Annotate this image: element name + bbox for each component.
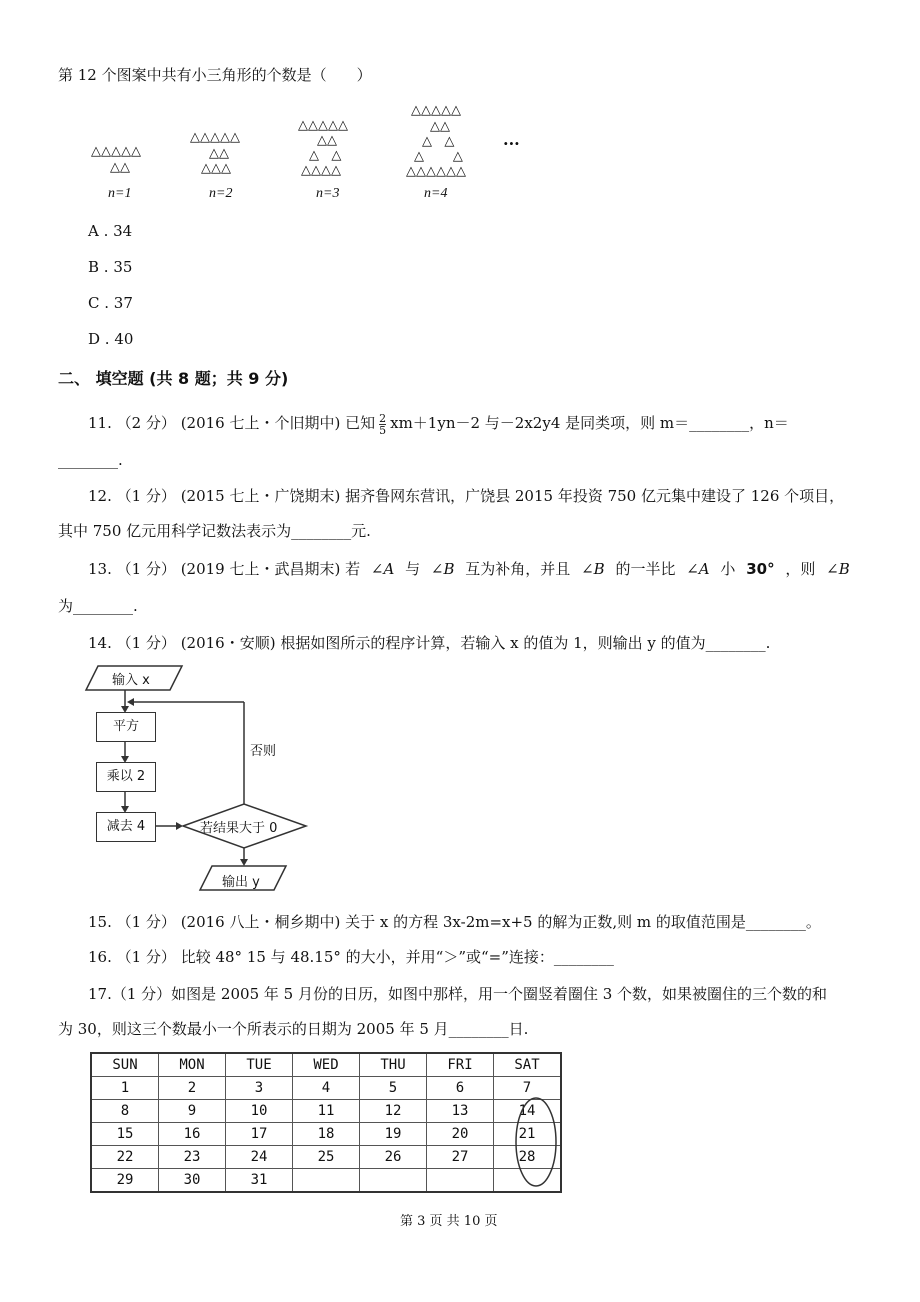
pattern-2-row-3: △△△ bbox=[201, 161, 231, 176]
calendar-cell: 12 bbox=[360, 1100, 427, 1123]
choice-d: D . 40 bbox=[88, 330, 134, 348]
question-text: 第 12 个图案中共有小三角形的个数是（ ） bbox=[58, 66, 372, 84]
pattern-4-row-2: △△ bbox=[430, 119, 450, 134]
calendar-cell: 2 bbox=[159, 1077, 226, 1100]
calendar-cell: 14 bbox=[494, 1100, 562, 1123]
calendar-header: SUN bbox=[91, 1053, 159, 1077]
flow-square-box bbox=[96, 712, 156, 742]
flow-times2-label: 乘以 2 bbox=[106, 769, 146, 784]
calendar-cell: 22 bbox=[91, 1146, 159, 1169]
fraction-numerator: 2 bbox=[379, 411, 387, 425]
calendar-cell: 16 bbox=[159, 1123, 226, 1146]
q13-text: 13. （1 分） (2019 七上・武昌期末) 若 bbox=[88, 560, 361, 578]
question-12: 12. （1 分） (2015 七上・广饶期末) 据齐鲁网东营讯，广饶县 2015 年投资 750 亿元集中建设了 126 个项目， bbox=[88, 487, 845, 505]
flow-minus4-label: 减去 4 bbox=[106, 819, 146, 834]
calendar-cell: 8 bbox=[91, 1100, 159, 1123]
calendar-cell: 4 bbox=[293, 1077, 360, 1100]
pattern-label-4: n=4 bbox=[424, 186, 448, 201]
calendar-cell: 30 bbox=[159, 1169, 226, 1193]
calendar-header: THU bbox=[360, 1053, 427, 1077]
question-17-line-2: 为 30，则这三个数最小一个所表示的日期为 2005 年 5 月________日. bbox=[58, 1020, 529, 1038]
calendar-header: FRI bbox=[427, 1053, 494, 1077]
question-13-line-2: 为________. bbox=[58, 597, 138, 615]
pattern-label-2: n=2 bbox=[209, 186, 233, 201]
degree-value: 30° bbox=[746, 560, 775, 578]
calendar-row bbox=[91, 1169, 561, 1193]
question-13 bbox=[88, 558, 850, 579]
pattern-ellipsis: ··· bbox=[503, 134, 520, 153]
pattern-label-1: n=1 bbox=[108, 186, 132, 201]
pattern-4-row-4: △ △ bbox=[414, 149, 463, 164]
question-11-line-2: ________. bbox=[58, 451, 123, 469]
choice-a: A . 34 bbox=[88, 222, 133, 240]
calendar-cell: 26 bbox=[360, 1146, 427, 1169]
angle-b: ∠B bbox=[826, 560, 850, 578]
choice-b: B . 35 bbox=[88, 258, 133, 276]
pattern-3-row-4: △△△△ bbox=[301, 163, 341, 178]
question-11 bbox=[88, 412, 789, 436]
calendar-cell: 20 bbox=[427, 1123, 494, 1146]
calendar-cell: 27 bbox=[427, 1146, 494, 1169]
pattern-2-row-2: △△ bbox=[209, 146, 229, 161]
question-16: 16. （1 分） 比较 48° 15 与 48.15° 的大小，并用“＞”或“=”连接：________ bbox=[88, 948, 614, 966]
angle-a: ∠A bbox=[686, 560, 710, 578]
calendar-cell: 17 bbox=[226, 1123, 293, 1146]
pattern-label-3: n=3 bbox=[316, 186, 340, 201]
calendar-cell bbox=[360, 1169, 427, 1193]
pattern-1-row-2: △△ bbox=[110, 160, 130, 175]
flow-times2-box bbox=[96, 762, 156, 792]
pattern-4-row-1: △△△△△ bbox=[411, 103, 461, 118]
calendar-cell bbox=[293, 1169, 360, 1193]
circle-marker bbox=[510, 1094, 560, 1190]
calendar-cell: 7 bbox=[494, 1077, 562, 1100]
calendar-row bbox=[91, 1077, 561, 1100]
q11-rest: xm＋1yn－2 与－2x2y4 是同类项，则 m＝________，n＝ bbox=[390, 414, 789, 432]
flow-else-label: 否则 bbox=[250, 744, 277, 759]
calendar-cell: 29 bbox=[91, 1169, 159, 1193]
calendar-cell: 5 bbox=[360, 1077, 427, 1100]
flow-condition-label: 若结果大于 0 bbox=[200, 821, 278, 836]
calendar-cell: 13 bbox=[427, 1100, 494, 1123]
q11-prefix: 11. （2 分） (2016 七上・个旧期中) 已知 bbox=[88, 414, 376, 432]
calendar-cell: 21 bbox=[494, 1123, 562, 1146]
calendar-table bbox=[90, 1052, 562, 1193]
pattern-1-row-1: △△△△△ bbox=[91, 144, 141, 159]
calendar-row bbox=[91, 1123, 561, 1146]
question-12-line-2: 其中 750 亿元用科学记数法表示为________元. bbox=[58, 522, 371, 540]
calendar-cell: 23 bbox=[159, 1146, 226, 1169]
flow-minus4-box bbox=[96, 812, 156, 842]
page-footer: 第 3 页 共 10 页 bbox=[400, 1214, 498, 1229]
calendar-cell: 19 bbox=[360, 1123, 427, 1146]
calendar-cell: 6 bbox=[427, 1077, 494, 1100]
pattern-3-row-1: △△△△△ bbox=[298, 118, 348, 133]
q13-text: 小 bbox=[720, 560, 736, 578]
calendar-header: WED bbox=[293, 1053, 360, 1077]
angle-b: ∠B bbox=[430, 560, 455, 578]
pattern-3-row-3: △ △ bbox=[309, 148, 342, 163]
question-17: 17.（1 分）如图是 2005 年 5 月份的日历，如图中那样，用一个圈竖着圈住 3 个数，如果被圈住的三个数的和 bbox=[88, 985, 828, 1003]
pattern-4-row-5: △△△△△△ bbox=[406, 164, 466, 179]
flow-output-label: 输出 y bbox=[222, 875, 260, 890]
calendar-row bbox=[91, 1100, 561, 1123]
q13-text: 互为补角，并且 bbox=[465, 560, 571, 578]
calendar-cell: 9 bbox=[159, 1100, 226, 1123]
calendar-cell: 18 bbox=[293, 1123, 360, 1146]
calendar-cell: 11 bbox=[293, 1100, 360, 1123]
calendar-cell: 28 bbox=[494, 1146, 562, 1169]
q13-text: ，则 bbox=[785, 560, 816, 578]
calendar-header-row bbox=[91, 1053, 561, 1077]
pattern-4-row-3: △ △ bbox=[422, 134, 455, 149]
question-15: 15. （1 分） (2016 八上・桐乡期中) 关于 x 的方程 3x-2m=x+5 的解为正数,则 m 的取值范围是________。 bbox=[88, 913, 821, 931]
q13-text: 的一半比 bbox=[615, 560, 676, 578]
angle-a: ∠A bbox=[370, 560, 395, 578]
flow-input-label: 输入 x bbox=[112, 673, 150, 688]
calendar-header: MON bbox=[159, 1053, 226, 1077]
flow-square-label: 平方 bbox=[112, 719, 139, 734]
calendar-header: SAT bbox=[494, 1053, 562, 1077]
calendar-cell: 1 bbox=[91, 1077, 159, 1100]
calendar-cell: 10 bbox=[226, 1100, 293, 1123]
fraction-denominator: 5 bbox=[379, 423, 387, 437]
q13-text: 与 bbox=[405, 560, 421, 578]
calendar-cell: 15 bbox=[91, 1123, 159, 1146]
calendar-cell bbox=[427, 1169, 494, 1193]
angle-b: ∠B bbox=[581, 560, 605, 578]
choice-c: C . 37 bbox=[88, 294, 133, 312]
fraction bbox=[379, 413, 386, 436]
calendar-cell: 31 bbox=[226, 1169, 293, 1193]
calendar-cell: 25 bbox=[293, 1146, 360, 1169]
calendar-header: TUE bbox=[226, 1053, 293, 1077]
pattern-2-row-1: △△△△△ bbox=[190, 130, 240, 145]
calendar-cell: 3 bbox=[226, 1077, 293, 1100]
pattern-3-row-2: △△ bbox=[317, 133, 337, 148]
section-title: 二、 填空题 (共 8 题；共 9 分) bbox=[58, 369, 289, 388]
question-14: 14. （1 分） (2016・安顺) 根据如图所示的程序计算，若输入 x 的值为 1，则输出 y 的值为________. bbox=[88, 634, 771, 652]
calendar-row bbox=[91, 1146, 561, 1169]
calendar-cell: 24 bbox=[226, 1146, 293, 1169]
